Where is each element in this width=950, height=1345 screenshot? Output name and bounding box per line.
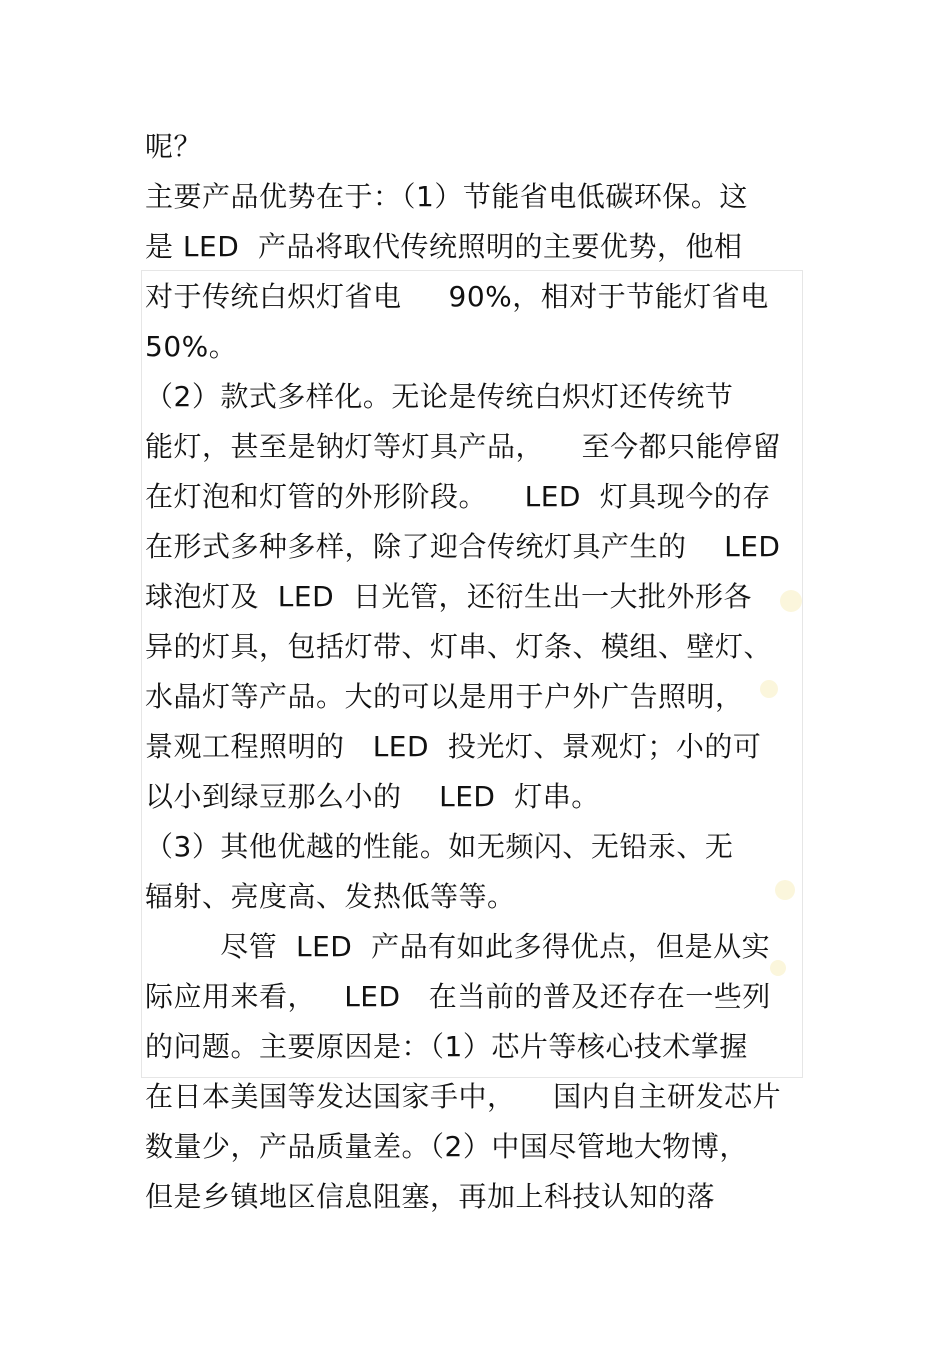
text-line: 但是乡镇地区信息阻塞，再加上科技认知的落 — [145, 1180, 716, 1213]
text-line: 际应用来看， LED 在当前的普及还存在一些列 — [145, 980, 771, 1013]
text-line: 50%。 — [145, 330, 238, 363]
text-line: 在日本美国等发达国家手中， 国内自主研发芯片 — [145, 1080, 782, 1113]
document-body — [145, 122, 835, 1222]
text-line: 球泡灯及 LED 日光管，还衍生出一大批外形各 — [145, 580, 752, 613]
text-line: 呢？ — [145, 130, 203, 163]
text-line: 尽管 LED 产品有如此多得优点，但是从实 — [145, 930, 771, 963]
text-line: 景观工程照明的 LED 投光灯、景观灯；小的可 — [145, 730, 762, 763]
text-line: 数量少，产品质量差。（2）中国尽管地大物博， — [145, 1130, 748, 1163]
text-line: （3）其他优越的性能。如无频闪、无铅汞、无 — [145, 830, 734, 863]
text-line: 异的灯具，包括灯带、灯串、灯条、模组、壁灯、 — [145, 630, 773, 663]
text-line: 的问题。主要原因是：（1）芯片等核心技术掌握 — [145, 1030, 748, 1063]
text-line: 辐射、亮度高、发热低等等。 — [145, 880, 516, 913]
text-line: 是 LED 产品将取代传统照明的主要优势，他相 — [145, 230, 743, 263]
text-line: 能灯，甚至是钠灯等灯具产品， 至今都只能停留 — [145, 430, 782, 463]
text-line: 水晶灯等产品。大的可以是用于户外广告照明， — [145, 680, 744, 713]
text-line: 在形式多种多样，除了迎合传统灯具产生的 LED — [145, 530, 781, 563]
text-line: 以小到绿豆那么小的 LED 灯串。 — [145, 780, 600, 813]
text-line: 主要产品优势在于：（1）节能省电低碳环保。这 — [145, 180, 748, 213]
text-line: 在灯泡和灯管的外形阶段。 LED 灯具现今的存 — [145, 480, 771, 513]
text-line: （2）款式多样化。无论是传统白炽灯还传统节 — [145, 380, 734, 413]
text-line: 对于传统白炽灯省电 90%，相对于节能灯省电 — [145, 280, 769, 313]
